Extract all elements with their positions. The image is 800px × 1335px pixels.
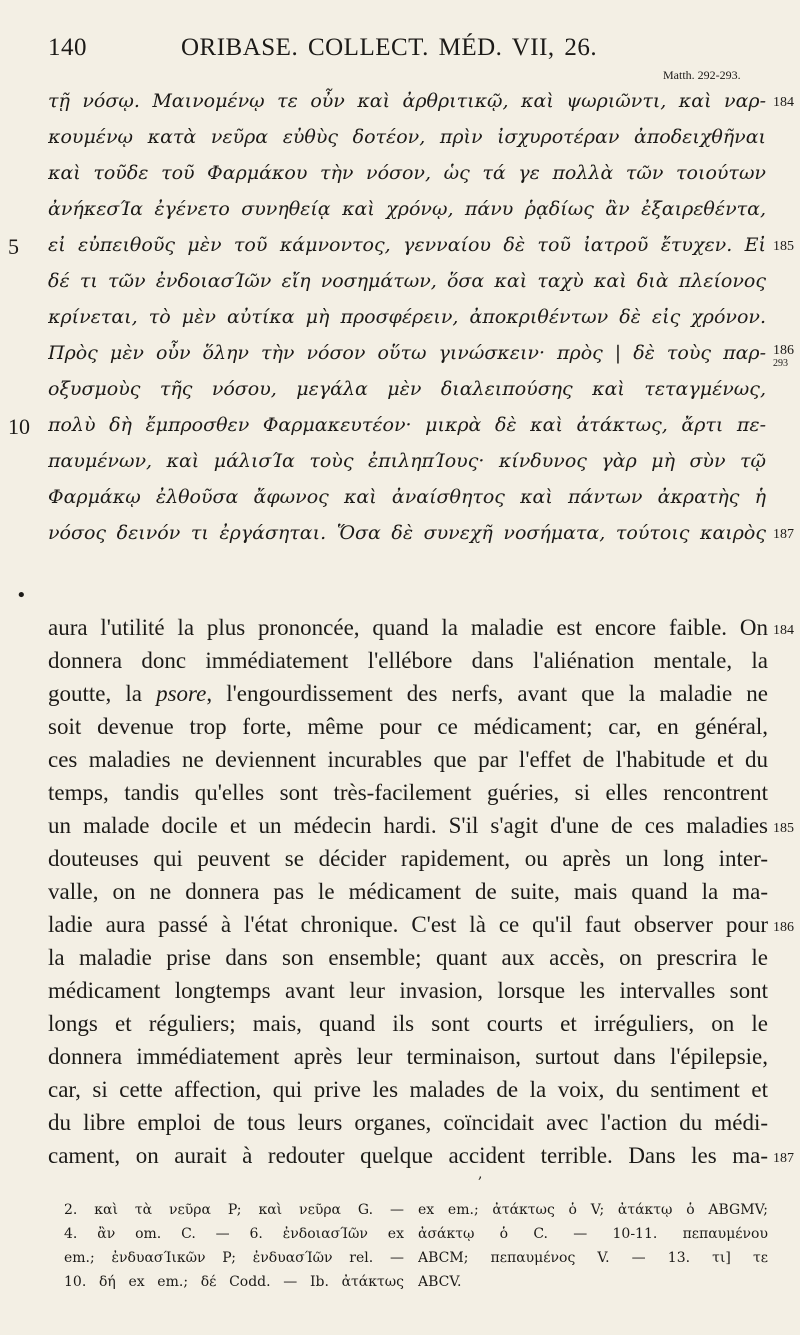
margin-reference: 184 (773, 624, 794, 638)
french-line: douteuses qui peuvent se décider rapidement, ou après un long inter- (48, 846, 768, 871)
greek-line: Φαρμάκῳ ἐλθοῦσα ἄφωνος καὶ ἀναίσθητος καὶ πάντων ἀκρατὴς ἡ (48, 486, 766, 508)
greek-line: κουμένῳ κατὰ νεῦρα εὐθὺς δοτέον, πρὶν ἰσχυροτέραν ἀποδειχθῆναι (48, 126, 766, 148)
bullet-mark: • (16, 585, 27, 606)
page-header (48, 34, 748, 64)
margin-reference: 187 (773, 1152, 794, 1166)
greek-line: τῇ νόσῳ. Μαινομένῳ τε οὖν καὶ ἀρθριτικῷ, καὶ ψωριῶντι, καὶ ναρ- (48, 90, 766, 112)
french-line: médicament longtemps avant leur invasion, lorsque les intervalles sont (48, 978, 768, 1003)
greek-line: Πρὸς μὲν οὖν ὅλην τὴν νόσον οὕτω γινώσκειν· πρὸς | δὲ τοὺς παρ- (48, 342, 766, 364)
french-line: donnera immédiatement après leur terminaison, surtout dans l'épilepsie, (48, 1044, 768, 1069)
margin-reference-293: 293 (773, 358, 788, 369)
running-title: ORIBASE. COLLECT. MÉD. VII, 26. (181, 34, 598, 61)
footnote-line: 10. δή ex em.; δέ Codd. — Ib. ἀτάκτως (64, 1274, 404, 1290)
french-line: soit devenue trop forte, même pour ce médicament; car, en général, (48, 714, 768, 739)
footnote-line: ABCM; πεπαυμένος V. — 13. τι] τε (418, 1250, 768, 1266)
french-line: un malade docile et un médecin hardi. S'il s'agit d'une de ces maladies (48, 813, 768, 838)
french-line: valle, on ne donnera pas le médicament de suite, mais quand la ma- (48, 879, 768, 904)
greek-line: νόσος δεινόν τι ἐργάσηται. Ὅσα δὲ συνεχῆ νοσήματα, τούτοις καιρὸς (48, 522, 766, 544)
french-line: car, si cette affection, qui prive les malades de la voix, du sentiment et (48, 1077, 768, 1102)
french-line: ces maladies ne deviennent incurables que par l'effet de l'habitude et du (48, 747, 768, 772)
greek-line: ἀνήκεσΊα ἐγένετο συνηθείᾳ καὶ χρόνῳ, πάνυ ῥᾳδίως ἂν ἐξαιρεθέντα, (48, 198, 766, 220)
line-number: 10 (8, 414, 30, 439)
greek-line: παυμένων, καὶ μάλισΊα τοὺς ἐπιληπΊους· κίνδυνος γὰρ μὴ σὺν τῷ (48, 450, 766, 472)
margin-reference: 186 (773, 921, 794, 935)
french-line: donnera donc immédiatement l'ellébore dans l'aliénation mentale, la (48, 648, 768, 673)
french-line: longs et réguliers; mais, quand ils sont courts et irréguliers, on le (48, 1011, 768, 1036)
french-line: du libre emploi de tous leurs organes, coïncidait avec l'action du médi- (48, 1110, 768, 1135)
greek-line: καὶ τοῦδε τοῦ Φαρμάκου τὴν νόσον, ὡς τά γε πολλὰ τῶν τοιούτων (48, 162, 766, 184)
footnote-line: ex em.; ἀτάκτως ὁ V; ἀτάκτῳ ὁ ABGMV; (418, 1202, 768, 1218)
footnote-line: ἀσάκτῳ ὁ C. — 10-11. πεπαυμένου (418, 1226, 768, 1242)
greek-line: κρίνεται, τὸ μὲν αὐτίκα μὴ προσφέρειν, ἀποκριθέντων δὲ εἰς χρόνον. (48, 306, 766, 328)
margin-reference (773, 344, 800, 369)
greek-line: οξυσμοὺς τῆς νόσου, μεγάλα μὲν διαλειπούσης καὶ τεταγμένως, (48, 378, 766, 400)
separator-mark: , (478, 1166, 483, 1182)
margin-reference: 187 (773, 528, 794, 542)
footnote-line: em.; ἐνδυασΊικῶν P; ἐνδυασΊῶν rel. — (64, 1250, 404, 1266)
french-line: temps, tandis qu'elles sont très-facilement guéries, si elles rencontrent (48, 780, 768, 805)
footnote-line: 4. ἂν om. C. — 6. ἐνδοιασΊῶν ex (64, 1226, 404, 1242)
margin-reference: 184 (773, 96, 794, 110)
french-line: cament, on aurait à redouter quelque accident terrible. Dans les ma- (48, 1143, 768, 1168)
line-number: 5 (8, 234, 19, 259)
margin-reference-186: 186 (773, 344, 794, 358)
french-line: goutte, la psore, l'engourdissement des nerfs, avant que la maladie ne (48, 681, 768, 706)
footnote-line: ABCV. (418, 1274, 462, 1290)
edition-reference: Matth. 292-293. (663, 68, 741, 82)
french-line: aura l'utilité la plus prononcée, quand la maladie est encore faible. On (48, 615, 768, 640)
french-line: ladie aura passé à l'état chronique. C'est là ce qu'il faut observer pour (48, 912, 768, 937)
french-line: la maladie prise dans son ensemble; quant aux accès, on prescrira le (48, 945, 768, 970)
page-number: 140 (48, 34, 87, 61)
greek-line: δέ τι τῶν ἐνδοιασΊῶν εἴη νοσημάτων, ὅσα καὶ ταχὺ καὶ διὰ πλείονος (48, 270, 766, 292)
greek-line: πολὺ δὴ ἔμπροσθεν Φαρμακευτέον· μικρὰ δὲ καὶ ἀτάκτως, ἄρτι πε- (48, 414, 766, 436)
footnote-line: 2. καὶ τὰ νεῦρα P; καὶ νεῦρα G. — (64, 1202, 404, 1218)
greek-line: εἰ εὐπειθοῦς μὲν τοῦ κάμνοντος, γενναίου δὲ τοῦ ἰατροῦ ἔτυχεν. Εἰ (48, 234, 766, 256)
margin-reference: 185 (773, 240, 794, 254)
margin-reference: 185 (773, 822, 794, 836)
